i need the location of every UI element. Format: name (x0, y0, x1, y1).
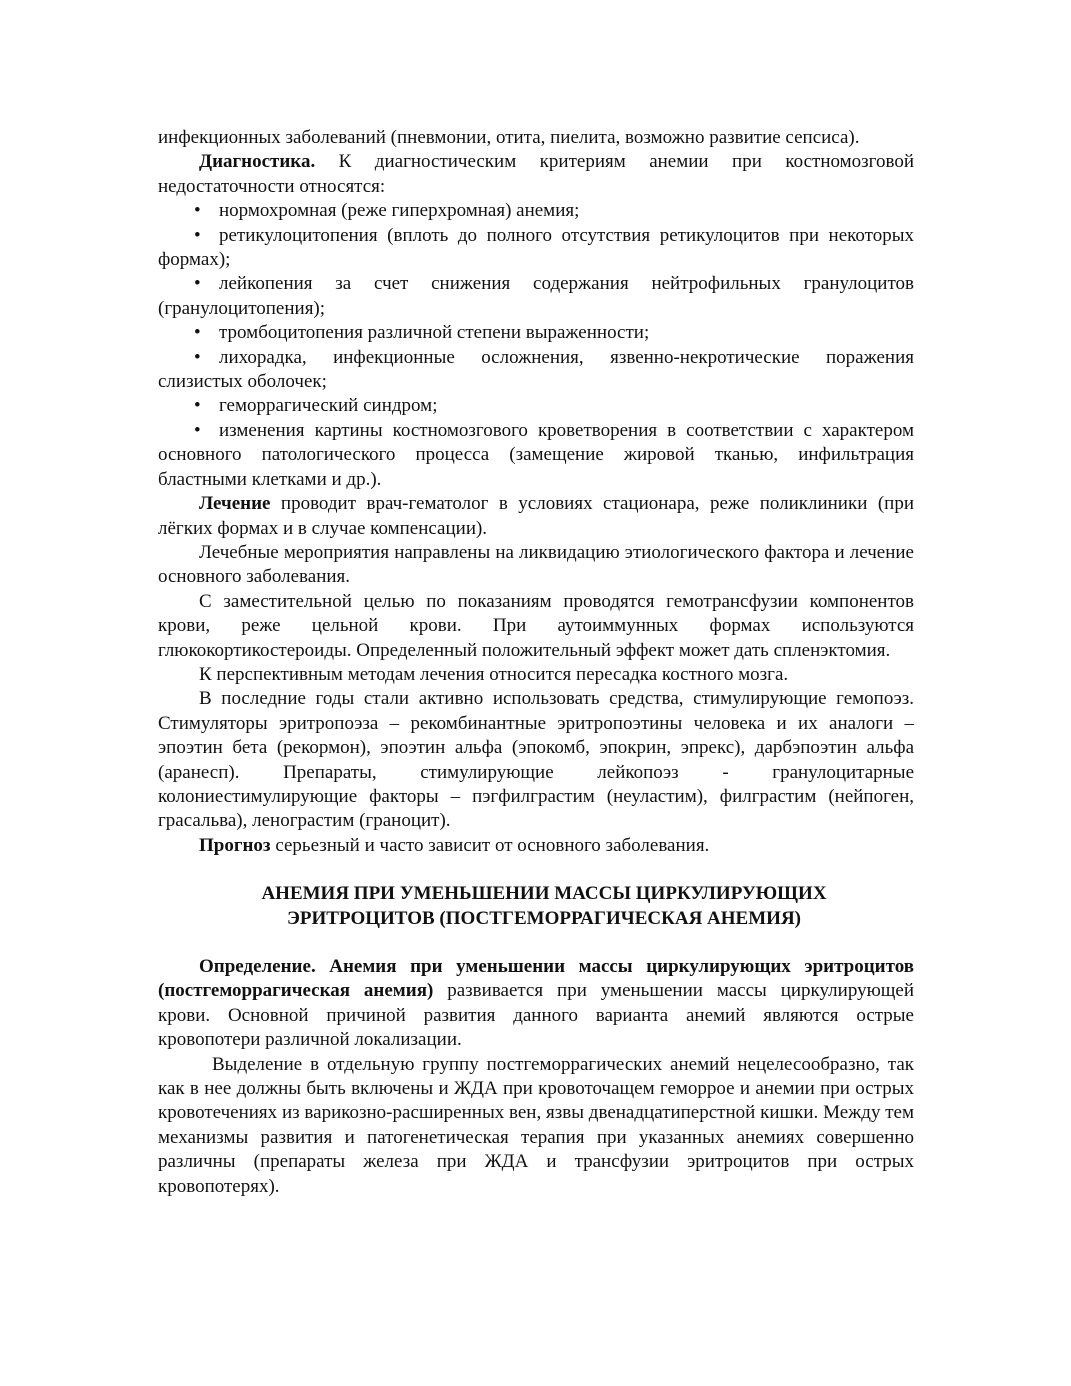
list-item: • нормохромная (реже гиперхромная) анемия; (158, 199, 914, 223)
bullet-icon: • (194, 395, 201, 417)
diagnostics-paragraph (158, 150, 914, 199)
definition-paragraph (158, 955, 914, 1053)
bullet-icon: • (194, 322, 201, 344)
prognosis-text: серьезный и часто зависит от основного заболевания. (270, 834, 710, 856)
list-item: • геморрагический синдром; (158, 394, 914, 418)
bullet-icon: • (194, 419, 201, 441)
section-heading (158, 882, 914, 931)
paragraph: В последние годы стали активно использовать средства, стимулирующие гемопоэз. Стимуляторы эритропоэза – рекомбинантные эритропоэтины человека и их аналоги – эпоэтин бета (рекормон), эпоэтин альфа (эпокомб, эпокрин, эпрекс), дарбэпоэтин альфа (аранесп). Препараты, стимулирующие лейкопоэз - гранулоцитарные колониестимулирующие факторы – пэгфилграстим (неуластим), филграстим (нейпоген, грасальва), ленограстим (граноцит). (158, 688, 914, 832)
prognosis-label: Прогноз (199, 834, 271, 856)
section-heading-line: АНЕМИЯ ПРИ УМЕНЬШЕНИИ МАССЫ ЦИРКУЛИРУЮЩИХ (261, 883, 827, 905)
diagnostics-text: К диагностическим критериям анемии при костномозговой недостаточности относятся: (158, 151, 914, 197)
paragraph: К перспективным методам лечения относится пересадка костного мозга. (199, 663, 789, 685)
intro-paragraph: инфекционных заболеваний (пневмонии, отита, пиелита, возможно развитие сепсиса). (158, 127, 860, 148)
section-heading-line: ЭРИТРОЦИТОВ (ПОСТГЕМОРРАГИЧЕСКАЯ АНЕМИЯ) (287, 907, 801, 929)
diagnostic-criteria-list (158, 199, 914, 492)
paragraph: Лечебные мероприятия направлены на ликвидацию этиологического фактора и лечение основного заболевания. (158, 541, 914, 588)
bullet-icon: • (194, 224, 201, 246)
bullet-icon: • (194, 346, 201, 368)
list-item: • лихорадка, инфекционные осложнения, язвенно-некротические поражения слизистых оболочек; (158, 346, 914, 393)
treatment-paragraph (158, 492, 914, 541)
bullet-icon: • (194, 200, 201, 222)
document-page (158, 126, 914, 1199)
list-item: • тромбоцитопения различной степени выраженности; (158, 321, 914, 345)
prognosis-paragraph (158, 834, 914, 858)
definition-label: Определение. Анемия при уменьшении массы циркулирующих эритроцитов (постгеморрагическая анемия) (158, 956, 914, 1002)
definition-text: развивается при уменьшении массы циркулирующей крови. Основной причиной развития данного варианта анемий являются острые кровопотери различной локализации. (158, 980, 914, 1051)
treatment-text: проводит врач-гематолог в условиях стационара, реже поликлиники (при лёгких формах и в случае компенсации). (158, 493, 914, 539)
bullet-icon: • (194, 273, 201, 295)
list-item: • лейкопения за счет снижения содержания нейтрофильных гранулоцитов (гранулоцитопения); (158, 273, 914, 319)
diagnostics-label: Диагностика. (199, 151, 316, 173)
list-item: • изменения картины костномозгового кроветворения в соответствии с характером основного патологического процесса (замещение жировой тканью, инфильтрация бластными клетками и др.). (158, 419, 914, 490)
treatment-label: Лечение (199, 493, 271, 515)
paragraph: С заместительной целью по показаниям проводятся гемотрансфузии компонентов крови, реже цельной крови. При аутоиммунных формах используются глюкокортикостероиды. Определенный положительный эффект может дать спленэктомия. (158, 590, 914, 661)
list-item: • ретикулоцитопения (вплоть до полного отсутствия ретикулоцитов при некоторых формах); (158, 224, 914, 271)
final-paragraph: Выделение в отдельную группу постгеморрагических анемий нецелесообразно, так как в нее должны быть включены и ЖДА при кровоточащем геморрое и анемии при острых кровотечениях из варикозно-расширенных вен, язвы двенадцатиперстной кишки. Между тем механизмы развития и патогенетическая терапия при указанных анемиях совершенно различны (препараты железа при ЖДА и трансфузии эритроцитов при острых кровопотерях). (158, 1053, 914, 1197)
